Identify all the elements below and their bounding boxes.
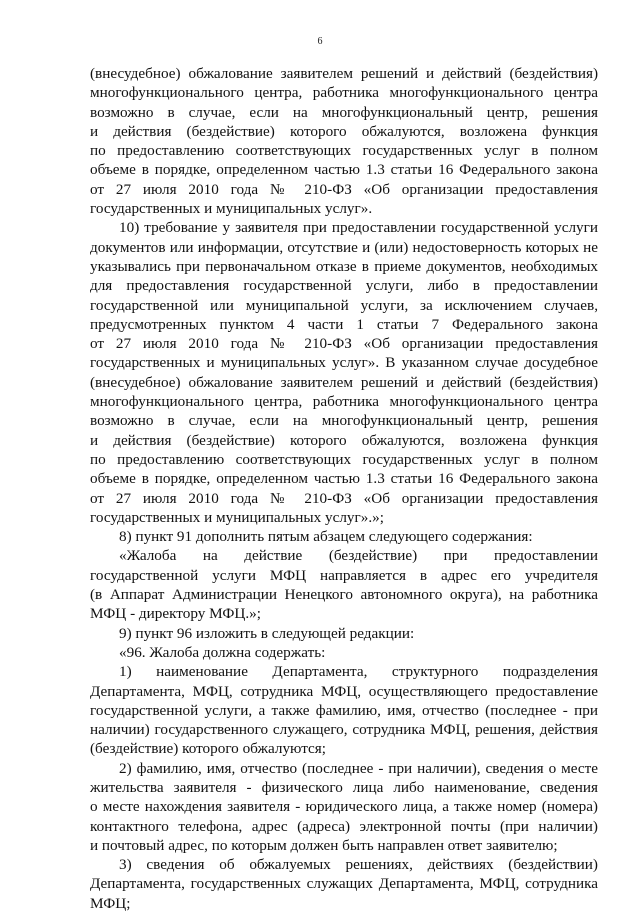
page-number: 6 xyxy=(317,36,323,47)
text-line: объеме в порядке, определенном частью 1.3 статьи 16 Федерального закона xyxy=(90,161,598,179)
text-line: 10) требование у заявителя при предоставлении государственной услуги xyxy=(119,219,598,237)
text-line: и почтовый адрес, по которым должен быть направлен ответ заявителю; xyxy=(90,836,558,854)
text-line: документов или информации, отсутствие и (или) недостоверность которых не xyxy=(90,238,598,256)
text-line: Департамента, государственных служащих Департамента, МФЦ, сотрудника xyxy=(90,875,598,893)
text-line: предусмотренных пунктом 4 части 1 статьи 7 Федерального закона xyxy=(90,315,598,333)
text-line: государственной или муниципальной услуги, за исключением случаев, xyxy=(90,296,598,314)
text-line: указывались при первоначальном отказе в приеме документов, необходимых xyxy=(90,257,598,275)
text-line: МФЦ; xyxy=(90,894,131,912)
text-line: государственной услуги МФЦ направляется в адрес его учредителя xyxy=(90,566,598,584)
text-line: государственной услуги, а также фамилию, имя, отчество (последнее - при xyxy=(90,701,598,719)
text-line: 1) наименование Департамента, структурного подразделения xyxy=(119,663,598,681)
text-line: по предоставлению соответствующих государственных услуг в полном xyxy=(90,142,598,160)
text-line: 2) фамилию, имя, отчество (последнее - при наличии), сведения о месте xyxy=(119,759,598,777)
text-line: многофункционального центра, работника многофункционального центра xyxy=(90,84,598,102)
text-line: (внесудебное) обжалование заявителем решений и действий (бездействия) xyxy=(90,65,598,82)
text-line: (внесудебное) обжалование заявителем решений и действий (бездействия) xyxy=(90,373,598,391)
text-line: 3) сведения об обжалуемых решениях, действиях (бездействии) xyxy=(119,856,598,874)
text-line: жительства заявителя - физического лица либо наименование, сведения xyxy=(90,778,598,796)
text-line: возможно в случае, если на многофункциональный центр, решения xyxy=(90,412,598,430)
text-line: (бездействие) которого обжалуются; xyxy=(90,740,326,758)
document-body xyxy=(90,64,598,913)
text-line: от 27 июля 2010 года № 210-ФЗ «Об организации предоставления xyxy=(90,489,598,507)
text-line: государственных и муниципальных услуг».»; xyxy=(90,508,384,526)
text-line: 9) пункт 96 изложить в следующей редакции: xyxy=(119,624,415,642)
text-line: возможно в случае, если на многофункциональный центр, решения xyxy=(90,103,598,121)
text-line: «96. Жалоба должна содержать: xyxy=(119,643,326,661)
text-line: по предоставлению соответствующих государственных услуг в полном xyxy=(90,450,598,468)
text-line: (в Аппарат Администрации Ненецкого автономного округа), на работника xyxy=(90,586,598,604)
text-line: наличии) государственного служащего, сотрудника МФЦ, решения, действия xyxy=(90,721,598,739)
text-line: 8) пункт 91 дополнить пятым абзацем следующего содержания: xyxy=(119,528,533,546)
text-line: о месте нахождения заявителя - юридического лица, а также номер (номера) xyxy=(90,798,598,816)
text-line: для предоставления государственной услуги, либо в предоставлении xyxy=(90,277,598,295)
text-line: объеме в порядке, определенном частью 1.3 статьи 16 Федерального закона xyxy=(90,470,598,488)
text-line: от 27 июля 2010 года № 210-ФЗ «Об организации предоставления xyxy=(90,180,598,198)
text-line: Департамента, МФЦ, сотрудника МФЦ, осуществляющего предоставление xyxy=(90,682,598,700)
text-line: МФЦ - директору МФЦ.»; xyxy=(90,605,261,623)
text-line: «Жалоба на действие (бездействие) при предоставлении xyxy=(119,547,598,565)
text-line: государственных и муниципальных услуг». xyxy=(90,200,373,218)
text-line: от 27 июля 2010 года № 210-ФЗ «Об организации предоставления xyxy=(90,335,598,353)
text-line: контактного телефона, адрес (адреса) электронной почты (при наличии) xyxy=(90,817,598,835)
text-line: многофункционального центра, работника многофункционального центра xyxy=(90,393,598,411)
text-line: и действия (бездействие) которого обжалуются, возложена функция xyxy=(90,122,598,140)
text-line: государственных и муниципальных услуг». В указанном случае досудебное xyxy=(90,354,598,372)
text-line: и действия (бездействие) которого обжалуются, возложена функция xyxy=(90,431,598,449)
